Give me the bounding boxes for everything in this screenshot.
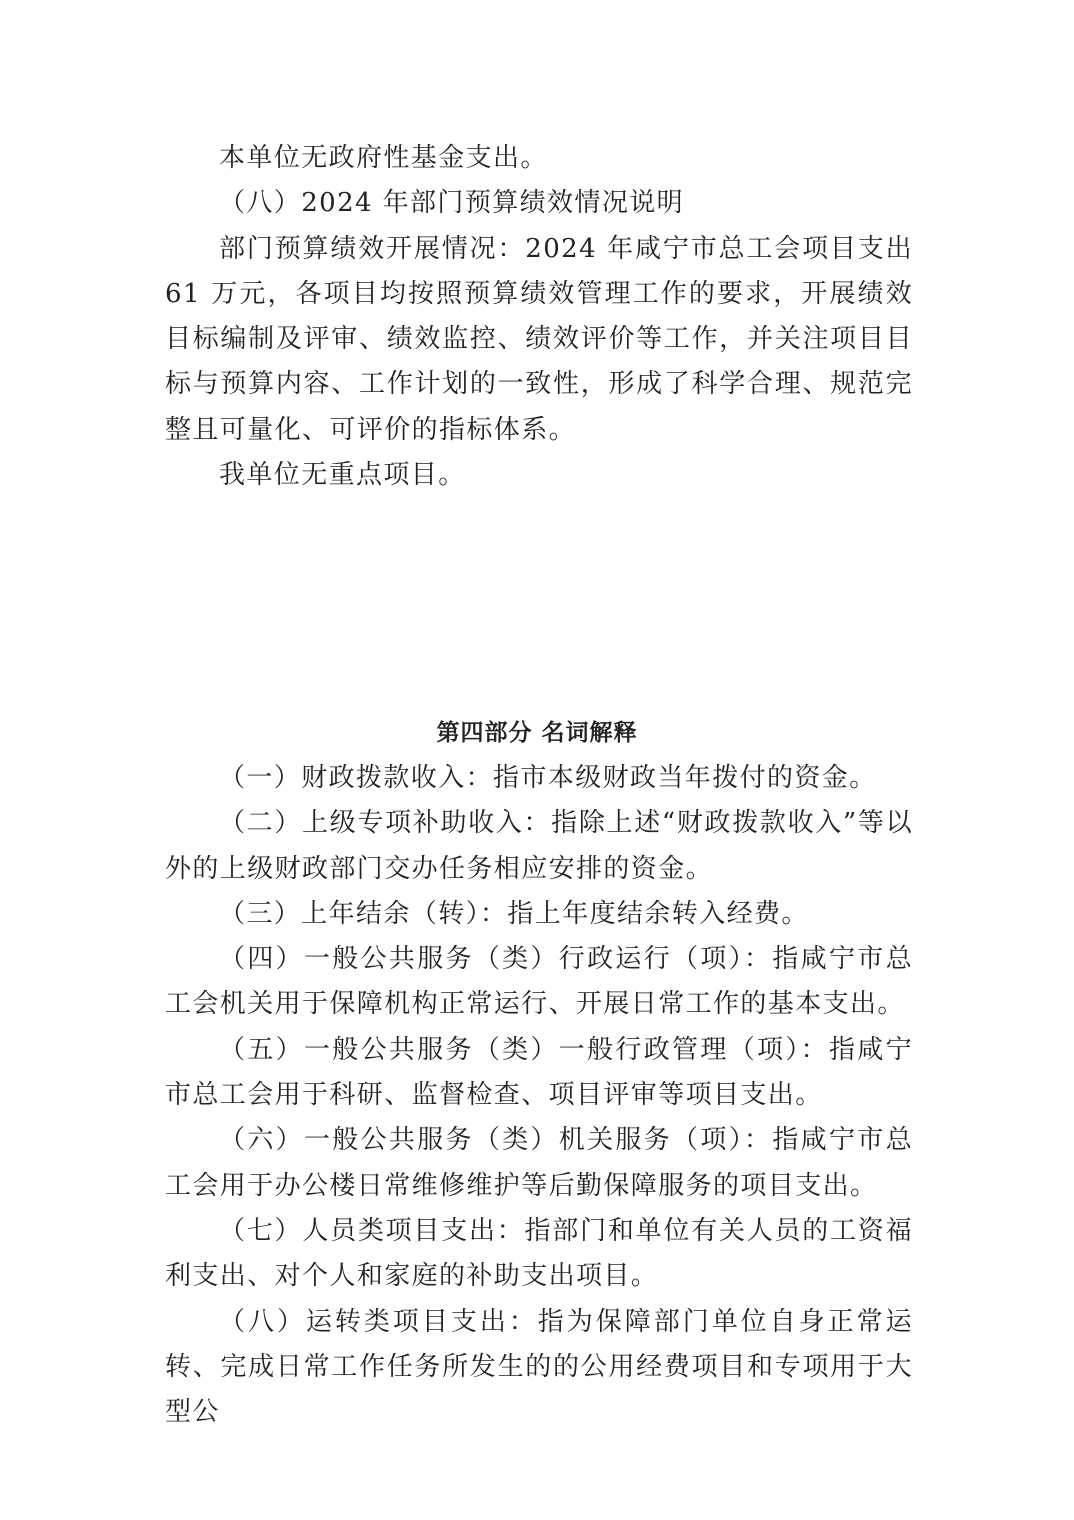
glossary-item: （六）一般公共服务（类）机关服务（项）：指咸宁市总工会用于办公楼日常维修维护等后勤保障服务的项目支出。: [165, 1125, 913, 1201]
glossary-item: （二）上级专项补助收入：指除上述“财政拨款收入”等以外的上级财政部门交办任务相应安排的资金。: [165, 808, 913, 884]
glossary-item: （七）人员类项目支出：指部门和单位有关人员的工资福利支出、对个人和家庭的补助支出项目。: [165, 1215, 913, 1292]
glossary-item: （一）财政拨款收入：指市本级财政当年拨付的资金。: [219, 763, 877, 793]
section-heading: 第四部分 名词解释: [436, 720, 638, 746]
no-key-project-paragraph: 我单位无重点项目。: [219, 460, 466, 491]
budget-section-text: [165, 136, 913, 498]
performance-paragraph: 部门预算绩效开展情况：2024 年咸宁市总工会项目支出 61 万元，各项目均按照预算绩效管理工作的要求，开展绩效目标编制及评审、绩效监控、绩效评价等工作，并关注项目目标与预算内容、工作计划的一致性，形成了科学合理、规范完整且可量化、可评价的指标体系。: [165, 233, 913, 445]
glossary-item: （四）一般公共服务（类）行政运行（项）：指咸宁市总工会机关用于保障机构正常运行、开展日常工作的基本支出。: [165, 944, 913, 1020]
glossary-section-text: [165, 756, 913, 1435]
glossary-item: （五）一般公共服务（类）一般行政管理（项）：指咸宁市总工会用于科研、监督检查、项目评审等项目支出。: [165, 1034, 913, 1111]
glossary-item: （三）上年结余（转）：指上年度结余转入经费。: [219, 898, 809, 929]
no-fund-expenditure-paragraph: 本单位无政府性基金支出。: [219, 143, 548, 173]
glossary-item: （八）运转类项目支出：指为保障部门单位自身正常运转、完成日常工作任务所发生的的公用经费项目和专项用于大型公: [165, 1306, 913, 1428]
performance-subheading: （八）2024 年部门预算绩效情况说明: [219, 188, 685, 219]
